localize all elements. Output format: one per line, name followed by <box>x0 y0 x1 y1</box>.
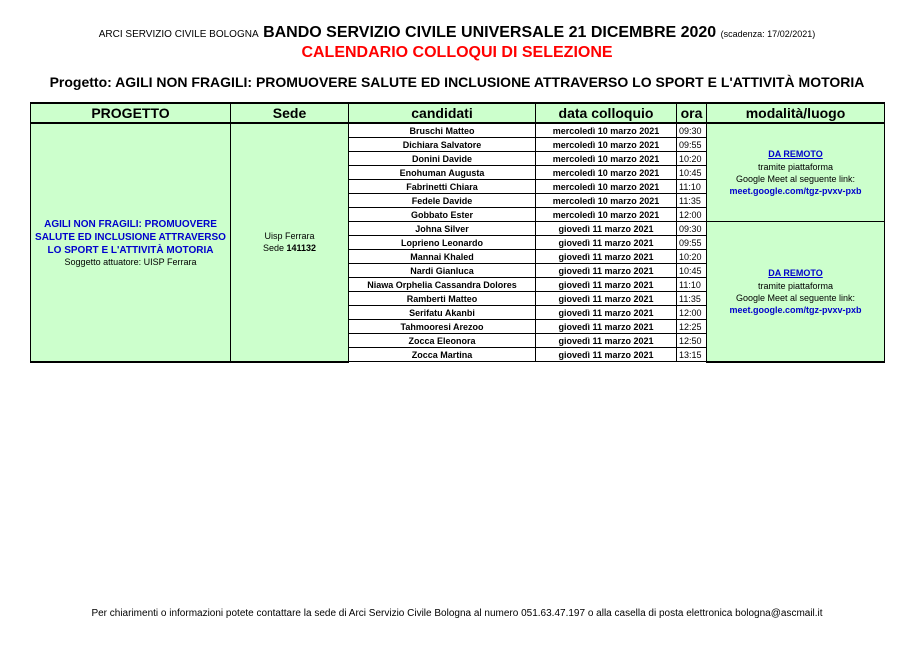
interview-date: mercoledì 10 marzo 2021 <box>536 123 677 138</box>
sede-name: Uisp Ferrara <box>264 231 315 242</box>
sede-code: 141132 <box>286 243 317 254</box>
interview-time: 10:20 <box>677 250 707 264</box>
interview-time: 11:10 <box>677 278 707 292</box>
candidate-name: Loprieno Leonardo <box>349 236 536 250</box>
candidate-name: Tahmooresi Arezoo <box>349 320 536 334</box>
org-name: ARCI SERVIZIO CIVILE BOLOGNA <box>98 29 259 40</box>
interview-date: mercoledì 10 marzo 2021 <box>536 208 677 222</box>
candidate-name: Ramberti Matteo <box>349 292 536 306</box>
table-row <box>31 123 885 138</box>
interview-date: giovedì 11 marzo 2021 <box>536 320 677 334</box>
candidate-name: Donini Davide <box>349 152 536 166</box>
deadline-note: (scadenza: 17/02/2021) <box>720 29 816 39</box>
footer-note: Per chiarimenti o informazioni potete contattare la sede di Arci Servizio Civile Bologna al numero 051.63.47.197 o alla casella di posta elettronica bologna@ascmail.it <box>91 608 823 619</box>
candidate-name: Johna Silver <box>349 222 536 236</box>
calendar-title: CALENDARIO COLLOQUI DI SELEZIONE <box>301 44 613 61</box>
candidate-name: Serifatu Akanbi <box>349 306 536 320</box>
candidate-name: Niawa Orphelia Cassandra Dolores <box>349 278 536 292</box>
sede-code-label: Sede <box>262 243 284 254</box>
meet-link[interactable]: meet.google.com/tgz-pvxv-pxb <box>729 304 862 315</box>
interview-date: giovedì 11 marzo 2021 <box>536 278 677 292</box>
column-header-modalita: modalità/luogo <box>707 103 885 123</box>
interview-time: 09:30 <box>677 222 707 236</box>
table-body <box>31 123 885 362</box>
interview-time: 09:55 <box>677 138 707 152</box>
candidate-name: Dichiara Salvatore <box>349 138 536 152</box>
column-header-candidati: candidati <box>349 103 536 123</box>
modalita-title: DA REMOTO <box>768 149 823 159</box>
interview-date: giovedì 11 marzo 2021 <box>536 236 677 250</box>
candidate-name: Zocca Eleonora <box>349 334 536 348</box>
candidate-name: Mannai Khaled <box>349 250 536 264</box>
interview-time: 10:20 <box>677 152 707 166</box>
modalita-line1: tramite piattaforma <box>757 280 834 291</box>
column-header-progetto: PROGETTO <box>31 103 231 123</box>
interview-time: 09:55 <box>677 236 707 250</box>
column-header-sede: Sede <box>231 103 349 123</box>
candidate-name: Zocca Martina <box>349 348 536 362</box>
meet-link[interactable]: meet.google.com/tgz-pvxv-pxb <box>729 186 862 196</box>
candidate-name: Fedele Davide <box>349 194 536 208</box>
interview-time: 10:45 <box>677 166 707 180</box>
interview-time: 11:35 <box>677 194 707 208</box>
project-title: AGILI NON FRAGILI: PROMUOVERE SALUTE ED INCLUSIONE ATTRAVERSO LO SPORT E L'ATTIVITÀ MOTORIA <box>35 218 226 256</box>
table-header-row <box>31 103 885 123</box>
project-heading: Progetto: AGILI NON FRAGILI: PROMUOVERE SALUTE ED INCLUSIONE ATTRAVERSO LO SPORT E L'ATTIVITÀ MOTORIA <box>49 74 865 90</box>
interview-date: mercoledì 10 marzo 2021 <box>536 180 677 194</box>
candidate-name: Enohuman Augusta <box>349 166 536 180</box>
interview-time: 10:45 <box>677 264 707 278</box>
project-cell <box>31 123 231 362</box>
modalita-title: DA REMOTO <box>768 267 823 278</box>
sede-cell <box>231 123 349 362</box>
modalita-line2: Google Meet al seguente link: <box>735 174 856 184</box>
modalita-line1: tramite piattaforma <box>757 162 834 172</box>
interview-date: giovedì 11 marzo 2021 <box>536 334 677 348</box>
interview-time: 12:50 <box>677 334 707 348</box>
candidate-name: Nardi Gianluca <box>349 264 536 278</box>
interview-time: 11:10 <box>677 180 707 194</box>
interview-date: giovedì 11 marzo 2021 <box>536 264 677 278</box>
interview-time: 11:35 <box>677 292 707 306</box>
candidate-name: Fabrinetti Chiara <box>349 180 536 194</box>
interview-date: mercoledì 10 marzo 2021 <box>536 138 677 152</box>
project-soggetto: Soggetto attuatore: UISP Ferrara <box>64 256 197 267</box>
bando-title: BANDO SERVIZIO CIVILE UNIVERSALE 21 DICEMBRE 2020 <box>263 24 717 41</box>
interview-date: mercoledì 10 marzo 2021 <box>536 166 677 180</box>
interview-calendar-table <box>30 102 885 363</box>
interview-date: giovedì 11 marzo 2021 <box>536 348 677 362</box>
column-header-data: data colloquio <box>536 103 677 123</box>
interview-time: 12:00 <box>677 208 707 222</box>
candidate-name: Bruschi Matteo <box>349 123 536 138</box>
modalita-cell <box>707 123 885 222</box>
column-header-ora: ora <box>677 103 707 123</box>
interview-time: 12:25 <box>677 320 707 334</box>
interview-date: mercoledì 10 marzo 2021 <box>536 152 677 166</box>
modalita-line2: Google Meet al seguente link: <box>735 292 856 303</box>
interview-time: 12:00 <box>677 306 707 320</box>
interview-date: giovedì 11 marzo 2021 <box>536 222 677 236</box>
document-header <box>0 24 914 42</box>
interview-date: giovedì 11 marzo 2021 <box>536 250 677 264</box>
candidate-name: Gobbato Ester <box>349 208 536 222</box>
interview-date: giovedì 11 marzo 2021 <box>536 292 677 306</box>
interview-time: 13:15 <box>677 348 707 362</box>
modalita-cell <box>707 222 885 362</box>
interview-date: giovedì 11 marzo 2021 <box>536 306 677 320</box>
interview-date: mercoledì 10 marzo 2021 <box>536 194 677 208</box>
interview-time: 09:30 <box>677 123 707 138</box>
